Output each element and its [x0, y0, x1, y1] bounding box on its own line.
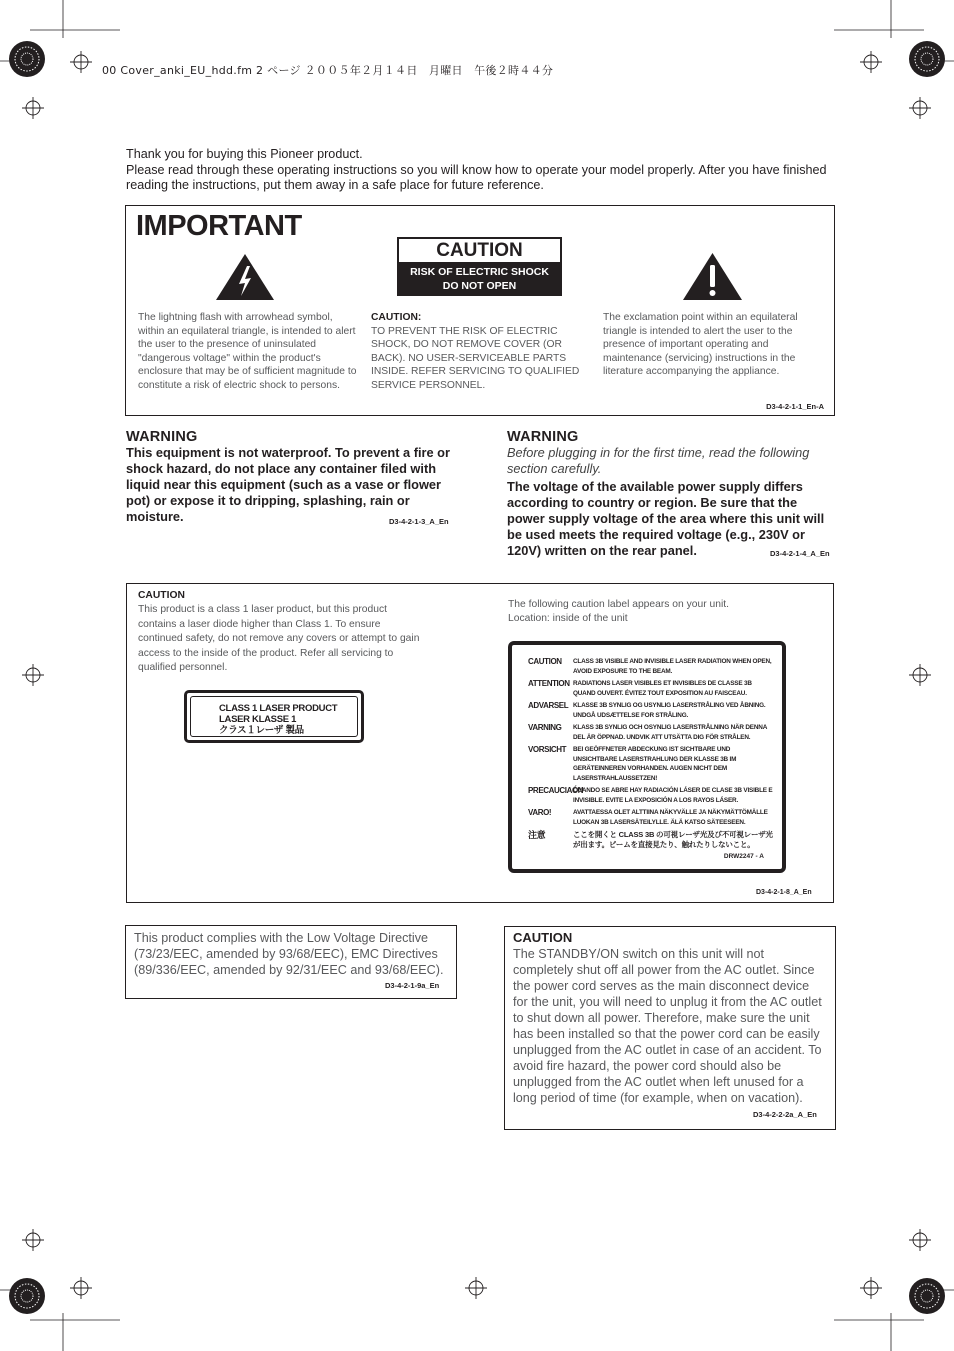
label-row-key: PRECAUCIAÓN — [528, 786, 584, 795]
label-row-text: KLASS 3B SYNLIG OCH OSYNLIG LASERSTRÅLNING NÄR DENNA DEL ÄR ÖPPNAD. UNDVIK ATT UTSÄTTA DIG FÖR STRÅLEN. — [573, 724, 767, 741]
caution-sign-line-2: DO NOT OPEN — [442, 280, 517, 292]
class1-line-1: CLASS 1 LASER PRODUCT — [219, 703, 338, 714]
label-row — [528, 679, 774, 698]
label-row-key: VARO! — [528, 808, 552, 817]
label-row-text: ここを開くと CLASS 3B の可視レーザ光及び不可視レーザ光が出ます。ビームを直接見たり、触れたりしないこと。 — [573, 830, 773, 849]
label-row — [528, 808, 774, 827]
important-code: D3-4-2-1-1_En-A — [766, 402, 824, 411]
label-row-key: VORSICHT — [528, 745, 567, 754]
warning-voltage-code: D3-4-2-1-4_A_En — [770, 549, 830, 558]
class1-laser-label — [184, 690, 364, 743]
label-row — [528, 701, 774, 720]
standby-caution-code: D3-4-2-2-2a_A_En — [753, 1110, 817, 1119]
warning-voltage-intro: Before plugging in for the first time, read the following section carefully. — [507, 445, 810, 476]
low-voltage-directive-text: This product complies with the Low Voltage Directive (73/23/EEC, amended by 93/68/EEC), EMC Directives (89/336/EEC, amended by 92/31/EEC and 93/68/EEC). — [134, 931, 444, 977]
caution-explanation — [371, 311, 587, 393]
label-row-text: RADIATIONS LASER VISIBLES ET INVISIBLES DE CLASSE 3B QUAND OUVERT. ÉVITEZ TOUT EXPOSITION AU FAISCEAU. — [573, 680, 752, 697]
label-row-text: BEI GEÖFFNETER ABDECKUNG IST SICHTBARE UND UNSICHTBARE LASERSTRAHLUNG DER KLASSE 3B IM GERÄTEINNEREN VORHANDEN. AUGEN NICHT DEM LASERSTRAHLAUSSETZEN! — [573, 746, 737, 782]
caution-sign-line-1: RISK OF ELECTRIC SHOCK — [410, 266, 549, 278]
caution-explanation-heading: CAUTION: — [371, 312, 422, 323]
laser-warning-label — [508, 641, 786, 873]
label-row — [528, 745, 774, 783]
label-row-text: AVATTAESSA OLET ALTTIINA NÄKYVÄLLE JA NÄKYMÄTTÖMÄLLE LUOKAN 3B LASERSÄTEILYLLE. ÄLÄ KATSO SÄTEESEEN. — [573, 809, 768, 826]
sunburst-mark-bottom-right — [909, 1278, 945, 1314]
label-row-text: CLASS 3B VISIBLE AND INVISIBLE LASER RADIATION WHEN OPEN, AVOID EXPOSURE TO THE BEAM. — [573, 658, 772, 675]
laser-caution-text — [138, 589, 423, 675]
warning-voltage — [507, 429, 837, 559]
unit-label-intro-line-1: The following caution label appears on your unit. — [508, 599, 729, 610]
sunburst-mark-bottom-left — [9, 1278, 45, 1314]
exclamation-triangle-icon — [681, 251, 744, 302]
print-header: 00 Cover_anki_EU_hdd.fm 2 ページ ２００５年２月１４日 月曜日 午後２時４４分 — [102, 64, 554, 77]
standby-caution-heading: CAUTION — [513, 930, 573, 945]
lightning-explanation: The lightning flash with arrowhead symbol, within an equilateral triangle, is intended to alert the user to the presence of uninsulated "dangerous voltage" within the product's enclosure that may be of sufficient magnitude to constitute a risk of electric shock to persons. — [138, 312, 357, 391]
intro-line-2: Please read through these operating instructions so you will know how to operate your model properly. After you have finished reading the instructions, put them away in a safe place for future reference. — [126, 162, 827, 192]
sunburst-mark-top-left — [9, 41, 45, 77]
label-row — [528, 723, 774, 742]
label-row-key: ATTENTION — [528, 679, 570, 688]
class1-line-2: LASER KLASSE 1 — [219, 714, 297, 725]
laser-caution-code: D3-4-2-1-8_A_En — [756, 889, 812, 896]
label-row-key: ADVARSEL — [528, 701, 569, 710]
exclamation-explanation: The exclamation point within an equilateral triangle is intended to alert the user to the presence of important operating and maintenance (servicing) instructions in the literature accompanying the appliance. — [603, 312, 798, 378]
caution-sign-title: CAUTION — [397, 237, 562, 262]
unit-label-intro-line-2: Location: inside of the unit — [508, 613, 628, 625]
caution-explanation-body: TO PREVENT THE RISK OF ELECTRIC SHOCK, DO NOT REMOVE COVER (OR BACK). NO USER-SERVICEABLE PARTS INSIDE. REFER SERVICING TO QUALIFIED SERVICE PERSONNEL. — [371, 325, 580, 391]
warning-voltage-body: The voltage of the available power supply differs according to country or region. Be sure that the power supply voltage of the area where this unit will be used meets the required voltage (e.g., 230V or 120V) written on the rear panel. — [507, 479, 825, 558]
lightning-triangle-icon — [214, 252, 276, 302]
label-code: DRW2247 - A — [723, 853, 764, 860]
important-title: IMPORTANT — [136, 210, 302, 242]
label-row-text: CUANDO SE ABRE HAY RADIACIÓN LÁSER DE CLASE 3B VISIBLE E INVISIBLE. EVITE LA EXPOSICIÓN A LOS RAYOS LÁSER. — [573, 787, 773, 804]
warning-voltage-heading: WARNING — [507, 429, 579, 445]
label-row-text: KLASSE 3B SYNLIG OG USYNLIG LASERSTRÅLING VED ÅBNING. UNDGÅ UDSÆTTELSE FOR STRÅLING. — [573, 702, 766, 719]
label-row-key: 注意 — [528, 830, 546, 840]
unit-label-intro — [508, 598, 808, 627]
class1-laser-label-inner — [190, 696, 358, 737]
warning-waterproof-body: This equipment is not waterproof. To prevent a fire or shock hazard, do not place any container filed with liquid near this equipment (such as a vase or flower pot) or expose it to dripping, splashing, rain or moisture. — [126, 445, 450, 524]
sunburst-mark-top-right — [909, 41, 945, 77]
label-row — [528, 786, 774, 805]
laser-caution-body: This product is a class 1 laser product, but this product contains a laser diode higher than Class 1. To ensure continued safety, do not remove any covers or attempt to gain access to the inside of the product. Refer all servicing to qualified personnel. — [138, 604, 420, 674]
warning-waterproof-heading: WARNING — [126, 429, 198, 445]
intro-text — [126, 147, 846, 194]
class1-line-3: クラス１レーザ 製品 — [219, 725, 304, 736]
intro-line-1: Thank you for buying this Pioneer product. — [126, 147, 363, 161]
low-voltage-directive-code: D3-4-2-1-9a_En — [385, 981, 440, 990]
standby-caution-box — [504, 926, 836, 1130]
caution-sign — [397, 237, 562, 296]
caution-sign-body — [397, 262, 562, 296]
label-row — [528, 657, 774, 676]
warning-waterproof-code: D3-4-2-1-3_A_En — [389, 517, 449, 526]
label-row-key: VARNING — [528, 723, 562, 732]
label-row-key: CAUTION — [528, 657, 562, 666]
standby-caution-body: The STANDBY/ON switch on this unit will not completely shut off all power from the AC outlet. Since the power cord serves as the main disconnect device for the unit, you will need to unplug it from the AC outlet to shut down all power. Therefore, make sure the unit has been installed so that the power cord can be easily unplugged from the AC outlet in case of an accident. To avoid fire hazard, the power cord should also be unplugged from the AC outlet when left unused for a long period of time (for example, when on vacation). — [513, 947, 822, 1105]
label-row — [528, 830, 774, 849]
warning-waterproof — [126, 429, 458, 525]
laser-caution-heading: CAUTION — [138, 590, 185, 601]
